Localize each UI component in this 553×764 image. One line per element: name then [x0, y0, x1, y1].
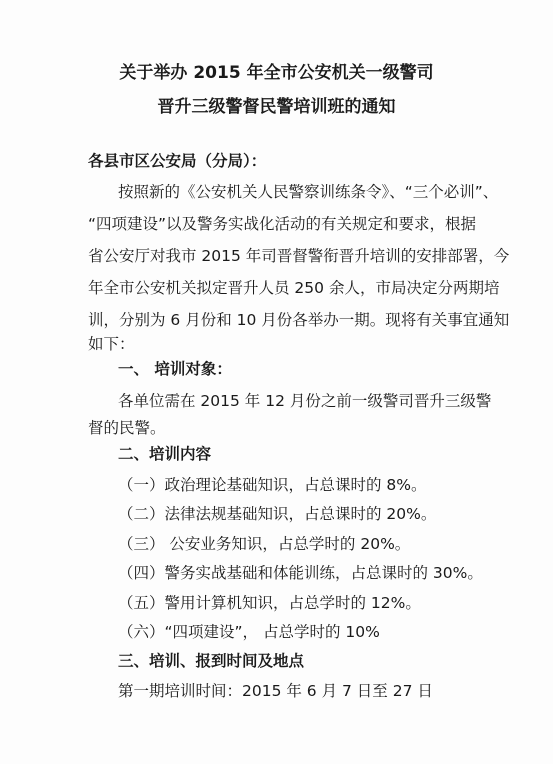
intro-line-6: 如下：	[88, 335, 135, 353]
section2-item-4: （四）警务实战基础和体能训练，占总课时的 30%。	[118, 564, 483, 582]
section2-heading: 二、培训内容	[118, 445, 212, 463]
section3-line-1: 第一期培训时间：2015 年 6 月 7 日至 27 日	[118, 682, 433, 700]
intro-line-2: “四项建设”以及警务实战化活动的有关规定和要求，根据	[88, 215, 477, 233]
section2-item-5: （五）警用计算机知识，占总学时的 12%。	[118, 594, 421, 612]
document-title-line1: 关于举办 2015 年全市公安机关一级警司	[119, 63, 434, 83]
intro-line-5: 训，分别为 6 月份和 10 月份各举办一期。现将有关事宜通知	[88, 311, 510, 329]
section1-line-1: 各单位需在 2015 年 12 月份之前一级警司晋升三级警	[118, 392, 492, 410]
intro-line-3: 省公安厅对我市 2015 年司晋督警衔晋升培训的安排部署，今	[88, 247, 510, 265]
section2-item-1: （一）政治理论基础知识，占总课时的 8%。	[118, 476, 427, 494]
section2-item-2: （二）法律法规基础知识，占总课时的 20%。	[118, 505, 437, 523]
section3-heading: 三、培训、报到时间及地点	[118, 652, 305, 670]
salutation: 各县市区公安局（分局）：	[88, 152, 267, 170]
section1-line-2: 督的民警。	[88, 419, 166, 437]
intro-line-4: 年全市公安机关拟定晋升人员 250 余人，市局决定分两期培	[88, 279, 500, 297]
section1-heading: 一、 培训对象：	[118, 360, 232, 378]
section2-item-3: （三） 公安业务知识，占总学时的 20%。	[118, 535, 411, 553]
section2-item-6: （六）“四项建设”， 占总学时的 10%	[118, 623, 380, 641]
intro-line-1: 按照新的《公安机关人民警察训练条令》、“三个必训”、	[118, 183, 499, 201]
document-title-line2: 晋升三级警督民警培训班的通知	[157, 97, 396, 117]
